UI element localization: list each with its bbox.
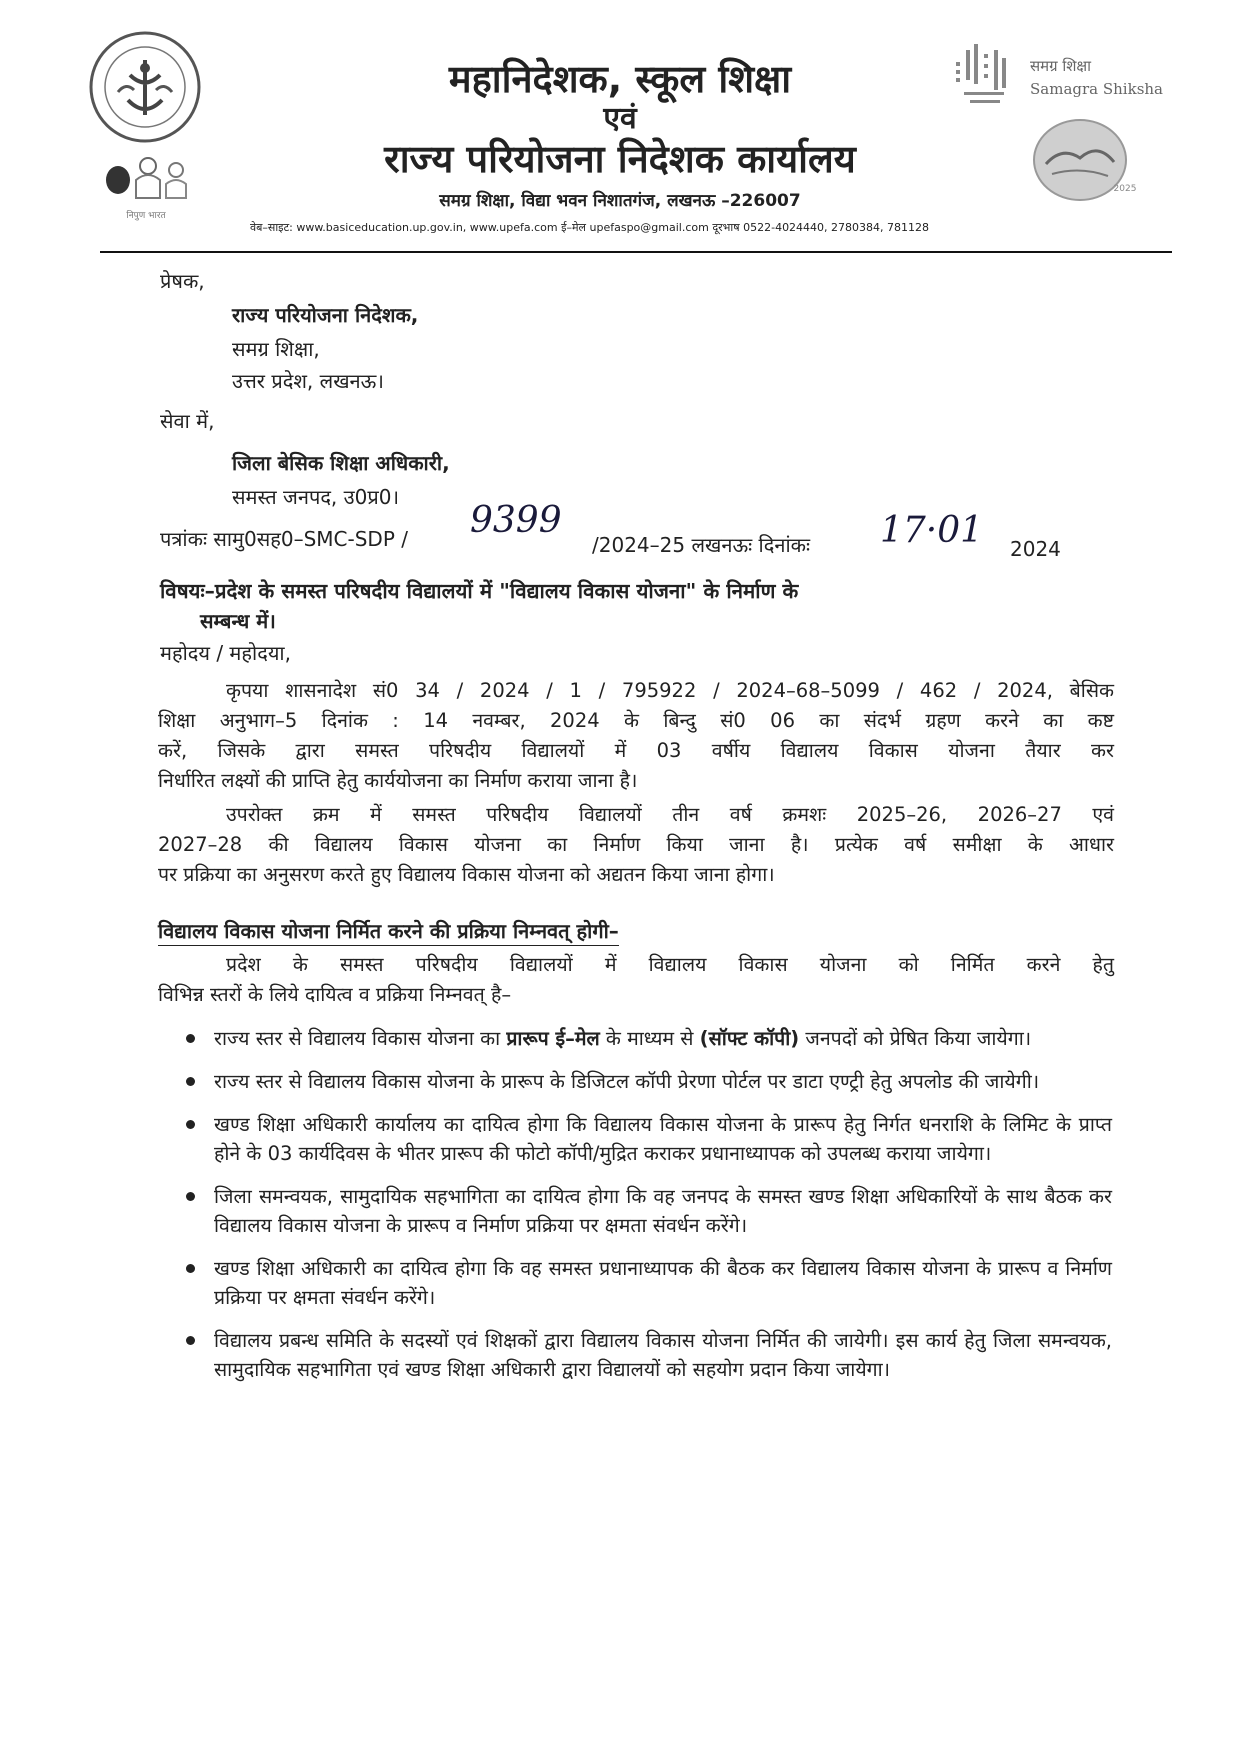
list-item bbox=[162, 1182, 1112, 1240]
samagra-shiksha-hindi: समग्र शिक्षा bbox=[1030, 57, 1092, 75]
letter-number-prefix: पत्रांकः सामु0सह0–SMC-SDP / bbox=[160, 527, 408, 551]
bullet-icon bbox=[186, 1034, 195, 1043]
bullet-text: खण्ड शिक्षा अधिकारी कार्यालय का दायित्व होगा कि विद्यालय विकास योजना के प्रारूप हेतु निर्गत धनराशि के लिमिट के प्राप्त होने के 03 कार्यदिवस के भीतर प्रारूप की फोटो कॉपी/मुद्रित कराकर प्रधानाध्यापक को उपलब्ध कराया जायेगा। bbox=[214, 1113, 1112, 1165]
bullet-bold-text: (सॉफ्ट कॉपी) bbox=[699, 1027, 800, 1050]
subject-line2: सम्बन्ध में। bbox=[200, 609, 276, 633]
section-intro-line: विभिन्न स्तरों के लिये दायित्व व प्रक्रिया निम्नवत् है– bbox=[158, 983, 512, 1006]
paragraph-1-line: कृपया शासनादेश सं0 34 / 2024 / 1 / 795922 / 2024–68–5099 / 462 / 2024, बेसिक bbox=[226, 679, 1114, 702]
section-intro-line: प्रदेश के समस्त परिषदीय विद्यालयों में विद्यालय विकास योजना को निर्मित करने हेतु bbox=[226, 953, 1114, 976]
samagra-shiksha-logo-icon bbox=[950, 40, 1026, 110]
bullet-text: जनपदों को प्रेषित किया जायेगा। bbox=[799, 1027, 1032, 1050]
handwritten-letter-number: 9399 bbox=[470, 500, 562, 541]
paragraph-1-line: करें, जिसके द्वारा समस्त परिषदीय विद्यालयों में 03 वर्षीय विद्यालय विकास योजना तैयार कर bbox=[158, 739, 1114, 762]
list-item bbox=[162, 1024, 1112, 1053]
paragraph-1-line: निर्धारित लक्ष्यों की प्राप्ति हेतु कार्ययोजना का निर्माण कराया जाना है। bbox=[158, 769, 638, 792]
section-heading bbox=[158, 916, 619, 946]
recipient-designation: जिला बेसिक शिक्षा अधिकारी, bbox=[232, 451, 450, 475]
bullet-text: जिला समन्वयक, सामुदायिक सहभागिता का दायित्व होगा कि वह जनपद के समस्त खण्ड शिक्षा अधिकारियों के साथ बैठक कर विद्यालय विकास योजना के प्रारूप व निर्माण प्रक्रिया पर क्षमता संवर्धन करेंगे। bbox=[214, 1185, 1112, 1237]
sender-designation: राज्य परियोजना निदेशक, bbox=[232, 303, 419, 327]
samagra-shiksha-english: Samagra Shiksha bbox=[1030, 80, 1163, 98]
emblem-caption: निपुण भारत bbox=[126, 211, 166, 221]
bullet-icon bbox=[186, 1077, 195, 1086]
section-intro bbox=[158, 950, 1114, 1010]
paragraph-2-line: 2027–28 की विद्यालय विकास योजना का निर्माण किया जाना है। प्रत्येक वर्ष समीक्षा के आधार bbox=[158, 833, 1114, 856]
recipient-line2: समस्त जनपद, उ0प्र0। bbox=[232, 485, 400, 509]
bullet-text: राज्य स्तर से विद्यालय विकास योजना का bbox=[214, 1027, 507, 1050]
sender-line3: उत्तर प्रदेश, लखनऊ। bbox=[232, 369, 384, 393]
bullet-icon bbox=[186, 1120, 195, 1129]
bullet-icon bbox=[186, 1264, 195, 1273]
office-contact: वेब–साइट: www.basiceducation.up.gov.in, www.upefa.com ई–मेल upefaspo@gmail.com दूरभाष 0522-4024440, 2780384, 781128 bbox=[250, 221, 930, 234]
handwritten-date: 17·01 bbox=[880, 510, 984, 551]
section-heading-text: विद्यालय विकास योजना निर्मित करने की प्रक्रिया निम्नवत् होगी– bbox=[158, 919, 619, 946]
header-divider bbox=[100, 251, 1172, 253]
list-item bbox=[162, 1067, 1112, 1096]
paragraph-2-line: पर प्रक्रिया का अनुसरण करते हुए विद्यालय विकास योजना को अद्यतन किया जाना होगा। bbox=[158, 863, 775, 886]
letter-number-middle: /2024–25 लखनऊः दिनांकः bbox=[592, 533, 811, 557]
paragraph-1-line: शिक्षा अनुभाग–5 दिनांक : 14 नवम्बर, 2024 के बिन्दु सं0 06 का संदर्भ ग्रहण करने का कष्ट bbox=[158, 709, 1114, 732]
bullet-text: राज्य स्तर से विद्यालय विकास योजना के प्रारूप के डिजिटल कॉपी प्रेरणा पोर्टल पर डाटा एण्ट्री हेतु अपलोड की जायेगी। bbox=[214, 1070, 1040, 1093]
sender-line2: समग्र शिक्षा, bbox=[232, 337, 320, 361]
letter-year: 2024 bbox=[1010, 537, 1061, 561]
bullet-bold-text: प्रारूप ई–मेल bbox=[506, 1027, 600, 1050]
process-bullet-list bbox=[162, 1024, 1112, 1398]
paragraph-1 bbox=[158, 676, 1114, 796]
bullet-text: खण्ड शिक्षा अधिकारी का दायित्व होगा कि वह समस्त प्रधानाध्यापक की बैठक कर विद्यालय विकास योजना के प्रारूप व निर्माण प्रक्रिया पर क्षमता संवर्धन करेंगे। bbox=[214, 1257, 1112, 1309]
salutation: महोदय / महोदया, bbox=[160, 641, 291, 665]
subject-text: विषयः–प्रदेश के समस्त परिषदीय विद्यालयों में "विद्यालय विकास योजना" के निर्माण के bbox=[160, 579, 799, 603]
list-item bbox=[162, 1110, 1112, 1168]
bullet-icon bbox=[186, 1192, 195, 1201]
paragraph-2 bbox=[158, 800, 1114, 890]
list-item bbox=[162, 1326, 1112, 1384]
nipun-bharat-logo bbox=[96, 150, 196, 206]
office-address: समग्र शिक्षा, विद्या भवन निशातगंज, लखनऊ –226007 bbox=[439, 191, 801, 211]
subject-line1 bbox=[160, 576, 1120, 606]
bullet-text: विद्यालय प्रबन्ध समिति के सदस्यों एवं शिक्षकों द्वारा विद्यालय विकास योजना निर्मित की जायेगी। इस कार्य हेतु जिला समन्वयक, सामुदायिक सहभागिता एवं खण्ड शिक्षा अधिकारी द्वारा विद्यालयों को सहयोग प्रदान किया जायेगा। bbox=[214, 1329, 1112, 1381]
office-title-line3: राज्य परियोजना निदेशक कार्यालय bbox=[384, 137, 856, 181]
office-title-line1: महानिदेशक, स्कूल शिक्षा bbox=[448, 57, 792, 101]
seal-year: 2025 bbox=[1113, 184, 1137, 194]
up-government-emblem bbox=[88, 30, 202, 144]
bullet-text: के माध्यम से bbox=[599, 1027, 700, 1050]
office-title-line2: एवं bbox=[603, 101, 637, 136]
paragraph-2-line: उपरोक्त क्रम में समस्त परिषदीय विद्यालयों तीन वर्ष क्रमशः 2025–26, 2026–27 एवं bbox=[226, 803, 1114, 826]
sender-label: प्रेषक, bbox=[160, 269, 205, 293]
list-item bbox=[162, 1254, 1112, 1312]
recipient-label: सेवा में, bbox=[160, 409, 215, 433]
bullet-icon bbox=[186, 1336, 195, 1345]
